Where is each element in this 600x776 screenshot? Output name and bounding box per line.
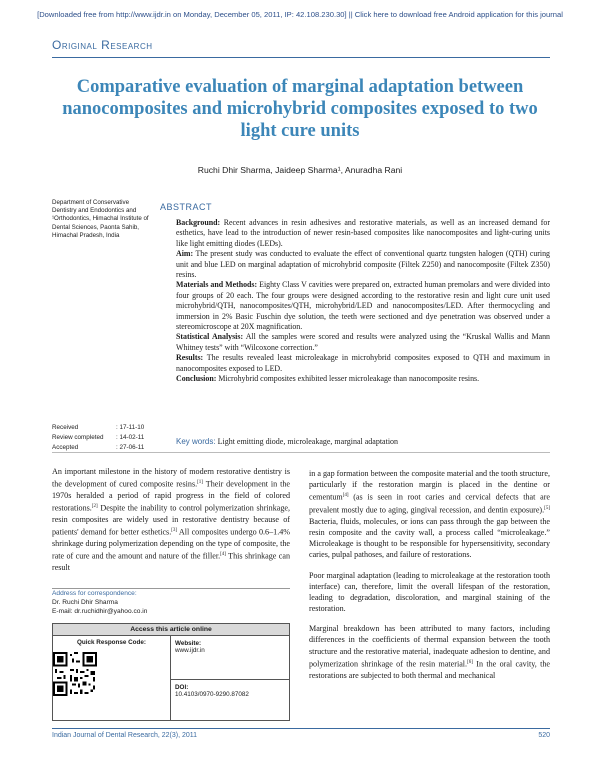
body-column-right <box>309 468 550 690</box>
keywords-label: Key words: <box>176 437 216 446</box>
abstract-divider <box>52 452 550 453</box>
affiliation: Department of Conservative Dentistry and Endodontics and ¹Orthodontics, Himachal Institute of Dental Sciences, Paonta Sahib, Himachal Pradesh, India <box>52 199 149 239</box>
website-label: Website: <box>175 640 202 647</box>
footer-divider <box>52 728 550 729</box>
doi-label: DOI: <box>175 684 189 691</box>
correspondence-email[interactable]: E-mail: dr.ruchidhir@yahoo.co.in <box>52 608 148 615</box>
access-header: Access this article online <box>53 624 289 636</box>
abstract-label: ABSTRACT <box>160 202 213 212</box>
doi-link[interactable]: 10.4103/0970-9290.87082 <box>175 691 249 698</box>
footer-page-number: 520 <box>538 732 550 739</box>
qr-code-icon[interactable] <box>53 652 97 696</box>
qr-label: Quick Response Code: <box>77 639 146 646</box>
correspondence-label: Address for correspondence: <box>52 590 137 597</box>
website-link[interactable]: www.ijdr.in <box>175 647 205 654</box>
keywords-list: Light emitting diode, microleakage, marginal adaptation <box>217 437 399 446</box>
website-cell <box>171 636 289 680</box>
keywords <box>176 437 398 446</box>
body-column-left <box>52 466 290 582</box>
qr-cell <box>53 636 171 720</box>
correspondence <box>52 589 290 616</box>
authors: Ruchi Dhir Sharma, Jaideep Sharma¹, Anuradha Rani <box>197 165 403 175</box>
intro-paragraph: An important milestone in the history of modern restorative dentistry is the development of cured composite resins.[1] Their development in the 1970s heralded a period of rapid progress in the field of colored restorations.[2] Despite the inability to control polymerization shrinkage, resin composites are widely used in restorative dentistry because of patients' demand for better esthetics.[3] All composites undergo 0.6–1.4% shrinkage during polymerization depending on the type of composite, the rate of cure and the amount and nature of the filler.[4] This shrinkage can result <box>52 467 291 572</box>
abstract <box>176 218 550 460</box>
right-paragraph-2: Poor marginal adaptation (leading to microleakage at the restoration tooth interface) can, therefore, limit the overall lifespan of the restoration, leading to degradation, discoloration, and marginal staining of the restoration. <box>309 570 550 614</box>
date-review-completed: Review completed : 14-02-11 <box>52 434 145 441</box>
article-dates <box>52 423 144 453</box>
date-accepted: Accepted : 27-06-11 <box>52 444 145 451</box>
footer-journal: Indian Journal of Dental Research, 22(3), 2011 <box>52 732 198 739</box>
abstract-background: Background: Recent advances in resin adhesives and restorative materials, as well as an increased demand for esthetics, have lead to the introduction of newer resin-based composites like nanocomposites and light-curing units like light emitting diodes (LEDs). <box>176 218 550 248</box>
abstract-methods: Materials and Methods: Eighty Class V cavities were prepared on, extracted human premolars and were divided into four groups of 20 each. The four groups were designed according to the restorative resin and light cure unit used microhybrid/QTH, nanocomposites/QTH, microhybrid/LED and nanocomposites/LED. After thermocycling and immersion in 2% Basic Fuschin dye solution, the teeth were sectioned and dye penetration was observed under a stereomicroscope at 20X magnification. <box>176 280 550 332</box>
right-paragraph-3: Marginal breakdown has been attributed to many factors, including differences in the coefficients of thermal expansion between the tooth structure and the restorative material, inadequate adhesion to dentine, and polymerization shrinkage of the resin material.[6] In the oral cavity, the restorations are subjected to both thermal and mechanical <box>309 624 550 680</box>
abstract-conclusion: Conclusion: Microhybrid composites exhibited lesser microleakage than nanocomposite resins. <box>176 374 480 384</box>
download-banner[interactable]: [Downloaded free from http://www.ijdr.in on Monday, December 05, 2011, IP: 42.108.230.30] || Click here to download free Android application for this journal <box>37 10 563 19</box>
section-divider <box>52 57 550 58</box>
abstract-statistics: Statistical Analysis: All the samples were scored and results were analyzed using the “Kruskal Wallis and Mann Whitney tests” with “Wilcoxone correction.” <box>176 332 550 352</box>
right-paragraph-1: in a gap formation between the composite material and the tooth structure, particularly if the restoration margin is placed in the dentine or cementum[4] (as is seen in root caries and cervical defects that are prevalent mostly due to aging, gingival recession, and dentin exposure).[5] Bacteria, fluids, molecules, or ions can pass through the gap between the resin composite and the cavity wall, a process called “microleakage.” Microleakage is thought to be responsible for hypersensitivity, secondary caries, pulpal pathoses, and failure of restorations. <box>309 469 550 560</box>
section-label: Original Research <box>52 38 153 52</box>
date-received: Received : 17-11-10 <box>52 424 145 431</box>
abstract-results: Results: The results revealed least microleakage in microhybrid composites exposed to QTH and maximum in nanocomposites exposed to LED. <box>176 353 550 373</box>
abstract-aim: Aim: The present study was conducted to evaluate the effect of conventional quartz tungsten halogen (QTH) curing unit and blue LED on marginal adaptation of microhybrid composite (Filtek Z250) and nanocomposite (Filtek Z350) resins. <box>176 249 550 280</box>
correspondence-name: Dr. Ruchi Dhir Sharma <box>52 599 118 606</box>
article-title: Comparative evaluation of marginal adaptation between nanocomposites and microhybrid composites exposed to two light cure units <box>62 77 538 141</box>
access-online-box <box>52 623 290 721</box>
doi-cell <box>171 680 289 702</box>
